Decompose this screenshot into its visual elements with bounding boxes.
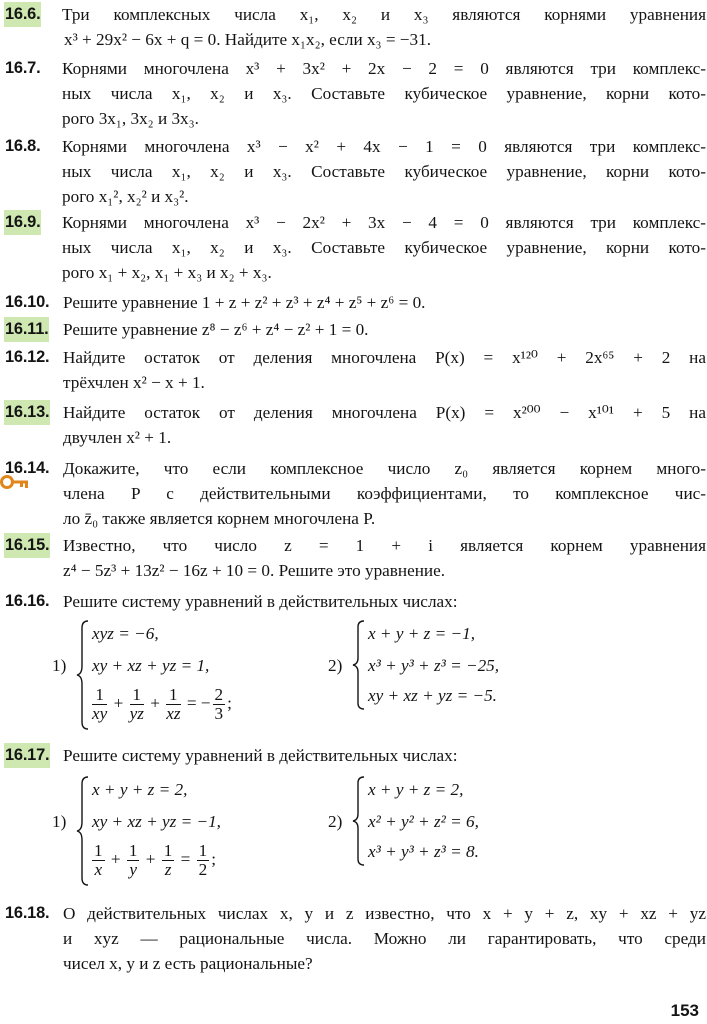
- problem-number: 16.6.: [4, 2, 41, 27]
- problem-number: 16.13.: [4, 400, 50, 425]
- problem-text-line: Найдите остаток от деления многочлена P(x) = x¹²⁰ + 2x⁶⁵ + 2 на: [63, 348, 706, 367]
- left-brace-icon: [352, 620, 366, 710]
- system-equation: xy + xz + yz = 1,: [92, 656, 210, 675]
- problem-text-line: трёхчлен x² − x + 1.: [63, 373, 205, 392]
- system-label-2: 2): [328, 812, 343, 831]
- left-brace-icon: [76, 620, 90, 730]
- problem-text-line: Решите уравнение z⁸ − z⁶ + z⁴ − z² + 1 = 0.: [63, 320, 369, 339]
- problem-16-7: [4, 56, 706, 131]
- system-label-1: 1): [52, 812, 67, 831]
- problem-number: 16.10.: [5, 293, 50, 311]
- problem-text-line: рого x₁², x₂² и x₃².: [62, 187, 189, 206]
- problem-text-line: члена P с действительными коэффициентами, то комплексное чис-: [63, 484, 706, 503]
- system-16-17: [52, 776, 672, 886]
- left-brace-icon: [352, 776, 366, 866]
- problem-16-10: [4, 290, 706, 315]
- problem-text-line: двучлен x² + 1.: [63, 428, 172, 447]
- problem-16-9: [4, 210, 706, 285]
- problem-16-8: [4, 134, 706, 209]
- problem-text-line: Найдите остаток от деления многочлена P(x) = x²⁰⁰ − x¹⁰¹ + 5 на: [63, 403, 706, 422]
- problem-number: 16.18.: [5, 904, 50, 922]
- problem-text-line: Решите систему уравнений в действительных числах:: [63, 746, 458, 765]
- system-equation-fractions: $\frac{1}{x}$ + $\frac{1}{y}$ + $\frac{1}{z}$ = $\frac{1}{2}$ ;: [94, 841, 217, 879]
- problem-number: 16.14.: [5, 459, 50, 477]
- system-equation: x³ + y³ + z³ = −25,: [368, 656, 500, 675]
- problem-text-line: Корнями многочлена x³ − 2x² + 3x − 4 = 0 являются три комплекс-: [62, 213, 706, 232]
- problem-number: 16.17.: [4, 743, 50, 768]
- problem-text-line: О действительных числах x, y и z известно, что x + y + z, xy + xz + yz: [63, 904, 706, 923]
- system-equation: xy + xz + yz = −5.: [368, 686, 497, 705]
- problem-text-line: Решите систему уравнений в действительных числах:: [63, 592, 458, 611]
- problem-16-17: [4, 743, 706, 768]
- system-equation: x³ + y³ + z³ = 8.: [368, 842, 479, 861]
- problem-text-line: Докажите, что если комплексное число z₀ является корнем много-: [63, 459, 706, 478]
- system-equation: x + y + z = −1,: [368, 624, 476, 643]
- problem-text-line: Решите уравнение 1 + z + z² + z³ + z⁴ + z⁵ + z⁶ = 0.: [63, 293, 426, 312]
- problem-number: 16.16.: [5, 592, 50, 610]
- problem-text-line: Известно, что число z = 1 + i является корнем уравнения: [63, 536, 706, 555]
- problem-number: 16.7.: [5, 59, 41, 77]
- problem-text-line: x³ + 29x² − 6x + q = 0. Найдите x₁x₂, если x₃ = −31.: [64, 30, 431, 49]
- problem-16-11: [4, 317, 706, 342]
- problem-text-line: рого 3x₁, 3x₂ и 3x₃.: [62, 109, 199, 128]
- system-equation: xy + xz + yz = −1,: [92, 812, 221, 831]
- key-icon: [0, 474, 30, 490]
- problem-16-14: [4, 456, 706, 531]
- problem-number: 16.12.: [5, 348, 50, 366]
- system-equation-fractions: $\frac{1}{xy}$ + $\frac{1}{yz}$ + $\frac{1}{xz}$ = − $\frac{2}{3}$ ;: [92, 685, 232, 723]
- problem-16-6: [4, 2, 706, 52]
- system-16-16: [52, 620, 672, 730]
- problem-text-line: рого x₁ + x₂, x₁ + x₃ и x₂ + x₃.: [62, 263, 272, 282]
- problem-text-line: ных числа x₁, x₂ и x₃. Составьте кубическое уравнение, корни кото-: [62, 84, 706, 103]
- problem-number: 16.15.: [4, 533, 50, 558]
- system-equation: x² + y² + z² = 6,: [368, 812, 479, 831]
- problem-16-18: [4, 901, 706, 976]
- problem-text-line: Корнями многочлена x³ − x² + 4x − 1 = 0 являются три комплекс-: [62, 137, 706, 156]
- problem-number: 16.11.: [4, 317, 49, 342]
- problem-number: 16.8.: [5, 137, 41, 155]
- page-number: 153: [670, 1001, 699, 1020]
- left-brace-icon: [76, 776, 90, 886]
- problem-text-line: ных числа x₁, x₂ и x₃. Составьте кубическое уравнение, корни кото-: [62, 238, 706, 257]
- problem-text-line: ло z̄₀ также является корнем многочлена P.: [63, 509, 376, 528]
- problem-text-line: z⁴ − 5z³ + 13z² − 16z + 10 = 0. Решите это уравнение.: [63, 561, 446, 580]
- problem-text-line: и xyz — рациональные числа. Можно ли гарантировать, что среди: [63, 929, 706, 948]
- problem-text-line: чисел x, y и z есть рациональные?: [63, 954, 313, 973]
- problem-text-line: Три комплексных числа x₁, x₂ и x₃ являются корнями уравнения: [62, 5, 706, 24]
- problem-16-15: [4, 533, 706, 583]
- problem-16-13: [4, 400, 706, 450]
- system-equation: x + y + z = 2,: [92, 780, 188, 799]
- problem-16-12: [4, 345, 706, 395]
- problem-number: 16.9.: [4, 210, 41, 235]
- problem-16-16: [4, 589, 706, 614]
- system-equation: xyz = −6,: [92, 624, 159, 643]
- system-label-2: 2): [328, 656, 343, 675]
- problem-text-line: ных числа x₁, x₂ и x₃. Составьте кубическое уравнение, корни кото-: [62, 162, 706, 181]
- system-equation: x + y + z = 2,: [368, 780, 464, 799]
- problem-text-line: Корнями многочлена x³ + 3x² + 2x − 2 = 0 являются три комплекс-: [62, 59, 706, 78]
- system-label-1: 1): [52, 656, 67, 675]
